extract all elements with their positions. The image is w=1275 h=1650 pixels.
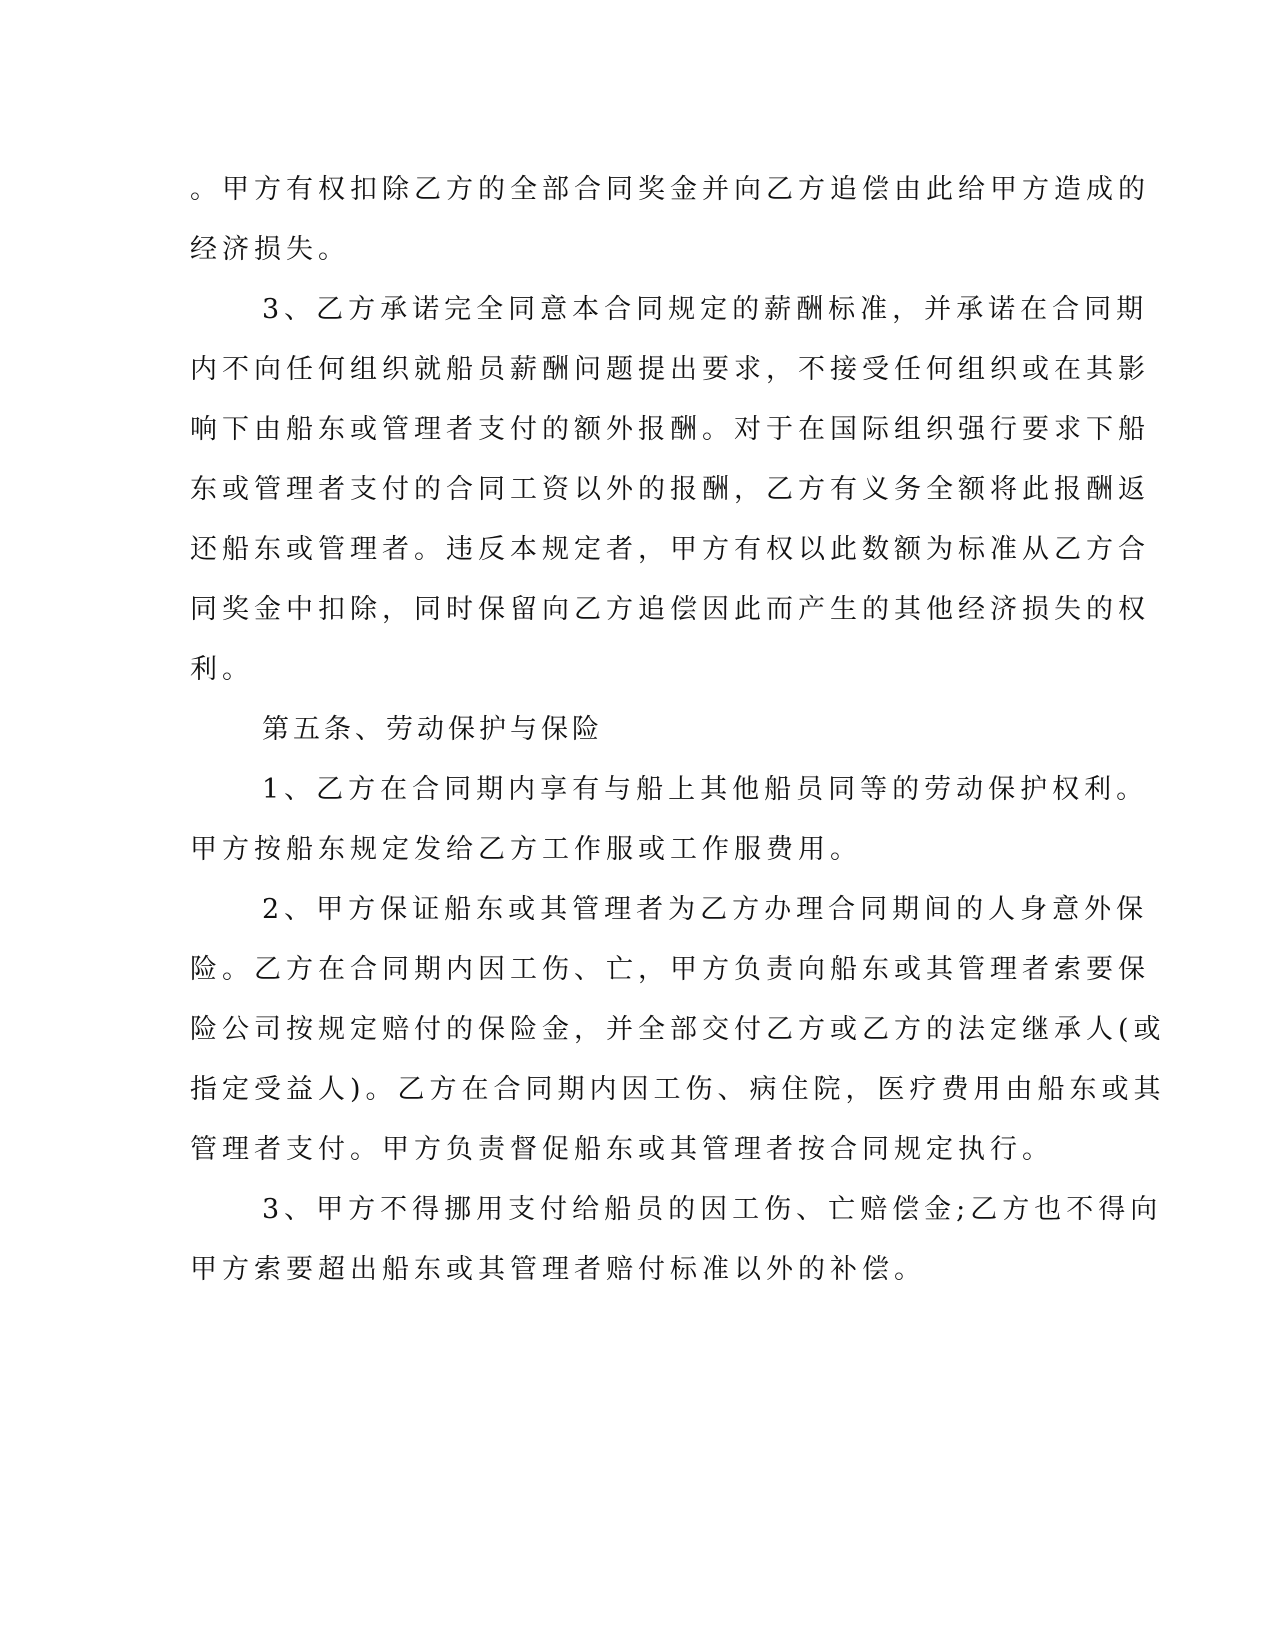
- paragraph-line: 。甲方有权扣除乙方的全部合同奖金并向乙方追偿由此给甲方造成的: [190, 174, 1150, 205]
- paragraph-line: 还船东或管理者。违反本规定者，甲方有权以此数额为标准从乙方合: [190, 534, 1150, 565]
- paragraph-line: 2、甲方保证船东或其管理者为乙方办理合同期间的人身意外保: [262, 894, 1149, 925]
- paragraph-line: 内不向任何组织就船员薪酬问题提出要求，不接受任何组织或在其影: [190, 354, 1150, 385]
- paragraph-line: 3、甲方不得挪用支付给船员的因工伤、亡赔偿金;乙方也不得向: [262, 1194, 1163, 1225]
- paragraph-line: 利。: [190, 654, 254, 685]
- paragraph-line: 管理者支付。甲方负责督促船东或其管理者按合同规定执行。: [190, 1134, 1054, 1165]
- paragraph-line: 险公司按规定赔付的保险金，并全部交付乙方或乙方的法定继承人(或: [190, 1014, 1166, 1045]
- paragraph-line: 东或管理者支付的合同工资以外的报酬，乙方有义务全额将此报酬返: [190, 474, 1150, 505]
- paragraph-line: 指定受益人)。乙方在合同期内因工伤、病住院，医疗费用由船东或其: [190, 1074, 1166, 1105]
- document-body: [190, 160, 1166, 1300]
- paragraph-line: 3、乙方承诺完全同意本合同规定的薪酬标准，并承诺在合同期: [262, 294, 1149, 325]
- section-heading: 第五条、劳动保护与保险: [262, 714, 603, 745]
- paragraph-line: 甲方索要超出船东或其管理者赔付标准以外的补偿。: [190, 1254, 926, 1285]
- paragraph-line: 同奖金中扣除，同时保留向乙方追偿因此而产生的其他经济损失的权: [190, 594, 1150, 625]
- paragraph-line: 1、乙方在合同期内享有与船上其他船员同等的劳动保护权利。: [262, 774, 1149, 805]
- paragraph-line: 险。乙方在合同期内因工伤、亡，甲方负责向船东或其管理者索要保: [190, 954, 1150, 985]
- paragraph-line: 甲方按船东规定发给乙方工作服或工作服费用。: [190, 834, 862, 865]
- paragraph-line: 经济损失。: [190, 234, 350, 265]
- paragraph-line: 响下由船东或管理者支付的额外报酬。对于在国际组织强行要求下船: [190, 414, 1150, 445]
